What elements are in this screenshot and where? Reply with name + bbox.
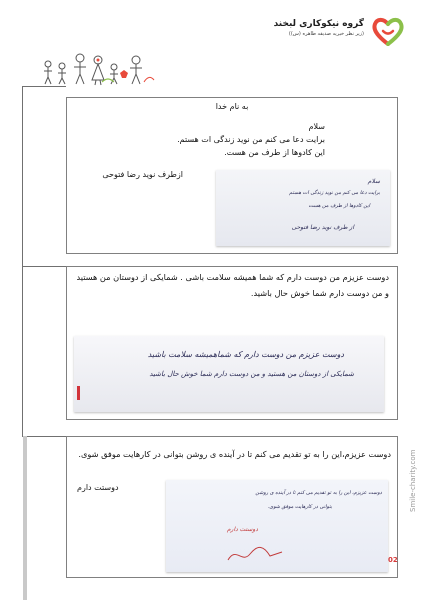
family-figures-illustration (40, 52, 160, 86)
page-number: 02 (388, 556, 398, 564)
website-url: Smile-charity.com (409, 449, 417, 512)
letter-1-signature: ازطرف نوید رضا فتوحی (102, 170, 183, 179)
connector-gray-bar (23, 436, 27, 600)
hand-line: دوست عزیزم من دوست دارم که شماهمیشه سلامت باشید (147, 350, 344, 359)
org-subtitle: (زیر نظر خیریه صدیقه طاهره (س)) (288, 31, 364, 37)
heart-logo-icon (372, 16, 404, 46)
letter-1-body (67, 120, 325, 159)
connector-bottom (22, 436, 66, 437)
letter-3-text: دوست عزیزم،این را به تو تقدیم می کنم تا در آینده ی روشن بتوانی در کارهایت موفق شوی. (78, 449, 391, 459)
letter-1-handwritten-photo (216, 170, 390, 246)
letter-1-greeting: سلام (308, 122, 325, 131)
hand-line: از طرف نوید رضا فتوحی (291, 224, 354, 231)
hand-line: شمایکی از دوستان من هستید و من دوست دارم شما خوش حال باشید (149, 370, 354, 378)
hand-line: دوست عزیزم، این را به تو تقدیم می کنم تا در آینده ی روشن (255, 490, 382, 496)
letter-1-heading: به نام خدا (215, 102, 249, 111)
letter-1-line1: برایت دعا می کنم من نوید زندگی ات هستم. (177, 135, 325, 144)
letter-2-text: دوست عزیزم من دوست دارم که شما همیشه سلامت باشی . شمایکی از دوستان من هستید و من دوست دارم شما خوش حال باشید. (76, 272, 389, 298)
org-name: گروه نیکوکاری لبخند (273, 19, 364, 29)
connector-top (22, 86, 66, 87)
hand-line: این کادوها از طرف من هست (308, 203, 370, 209)
signature-scribble-icon (226, 542, 286, 566)
letter-2-handwritten-photo (74, 336, 384, 412)
hand-line: بتوانی در کارهایت موفق شوی. (267, 504, 332, 510)
hand-line: سلام (367, 178, 380, 185)
connector-vertical (22, 86, 23, 436)
hand-line: دوستت دارم (226, 526, 258, 533)
logo-text (244, 18, 364, 38)
letter-3-handwritten-photo (166, 480, 388, 572)
hand-line: برایت دعا می کنم من نوید زندگی ات هستم (289, 190, 380, 196)
letter-3-signature: دوستت دارم (77, 483, 119, 492)
letter-1-line2: این کادوها از طرف من هست. (224, 148, 325, 157)
connector-mid (22, 266, 66, 267)
red-mark-icon (77, 386, 80, 400)
